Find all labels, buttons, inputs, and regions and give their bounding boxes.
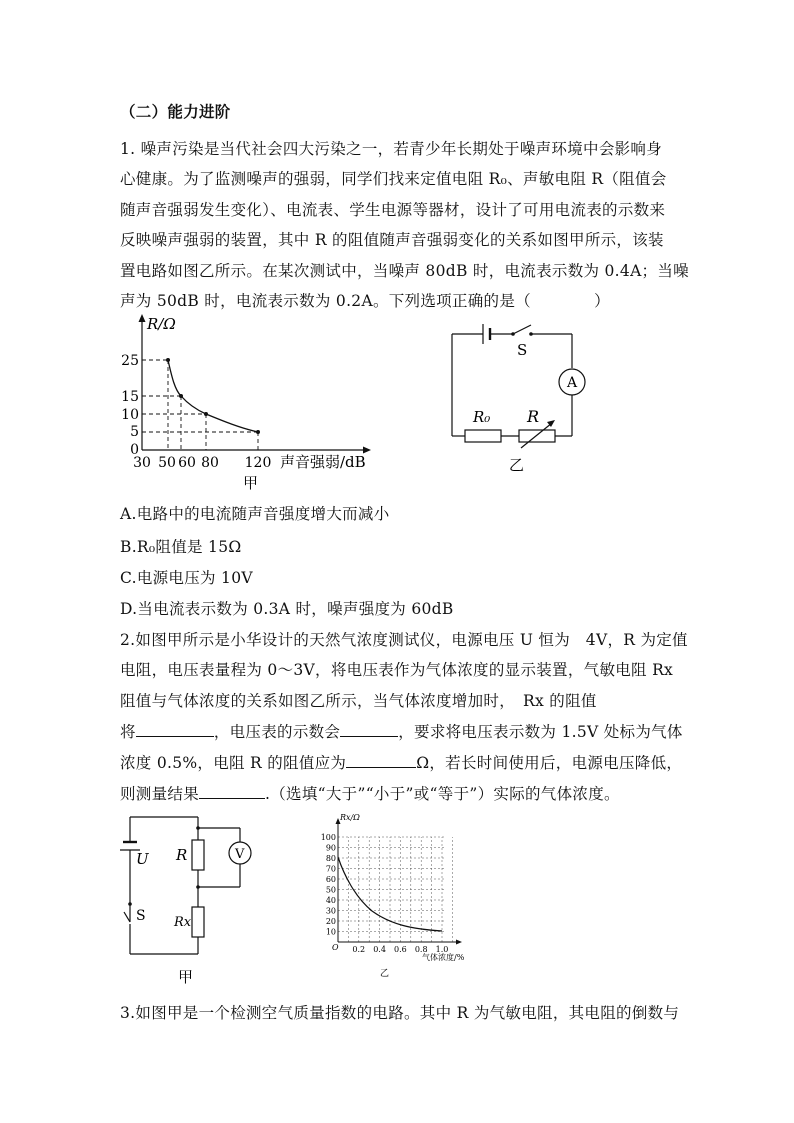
q1-line-1: 1. 噪声污染是当代社会四大污染之一，若青少年长期处于噪声环境中会影响身 [120, 140, 663, 158]
fig2-xtick: 1.0 [435, 945, 449, 954]
q1-line-4: 反映噪声强弱的装置，其中 R 的阻值随声音强弱变化的关系如图甲所示，该装 [120, 231, 664, 249]
answer-blank-3[interactable] [346, 753, 416, 768]
q2-line-4 [120, 720, 683, 742]
answer-blank-4[interactable] [199, 784, 265, 799]
figure-1-jia-graph [121, 312, 395, 492]
fig1-r0-label: R₀ [473, 408, 491, 426]
q1-option-c: C.电源电压为 10V [120, 569, 253, 587]
fig1-xtick: 50 [158, 455, 176, 471]
fig2-rx-label: Rx [174, 915, 192, 930]
fig1-xtick: 120 [244, 455, 272, 471]
fig1-ytick: 15 [121, 389, 139, 405]
fig1-xtick: 60 [178, 455, 196, 471]
fig2-ytick: 80 [325, 854, 336, 863]
fig2-jia-caption: 甲 [178, 968, 194, 986]
figure-2-yi-graph [310, 810, 470, 980]
fig2-yi-caption: 乙 [380, 969, 390, 979]
q2-line-5-a: 浓度 0.5%，电阻 R 的阻值应为 [120, 754, 347, 772]
q2-line-6-b: .（选填“大于”“小于”或“等于”）实际的气体浓度。 [265, 785, 620, 803]
fig2-ytick: 70 [325, 864, 336, 874]
fig1-r-label: R [527, 407, 540, 426]
fig2-ylabel: Rx/Ω [340, 813, 360, 822]
answer-blank-2[interactable] [340, 722, 398, 737]
fig2-ytick: 50 [325, 885, 336, 895]
fig2-xtick: 0.8 [414, 945, 428, 954]
fig2-ytick: 20 [325, 917, 336, 926]
q1-option-a: A.电路中的电流随声音强度增大而减小 [120, 505, 390, 523]
fig1-xtick: 80 [201, 455, 219, 471]
fig1-switch-label: S [517, 341, 528, 359]
fig2-s-label: S [136, 908, 146, 924]
q1-option-b: B.R₀阻值是 15Ω [120, 538, 242, 556]
fig2-ytick: 30 [325, 906, 336, 916]
fig2-xtick: 0.4 [373, 945, 386, 954]
q2-line-5 [120, 751, 682, 773]
q2-line-4-a: 将 [120, 723, 136, 741]
fig2-r-label: R [176, 846, 188, 864]
q1-line-3: 随声音强弱发生变化）、电流表、学生电源等器材，设计了可用电流表的示数来 [120, 201, 666, 219]
q2-line-6 [120, 782, 620, 804]
fig2-ytick: 10 [325, 927, 336, 937]
q3-line-1: 3.如图甲是一个检测空气质量指数的电路。其中 R 为气敏电阻，其电阻的倒数与 [120, 1004, 680, 1022]
q2-line-5-b: Ω，若长时间使用后，电源电压降低， [416, 754, 683, 772]
answer-blank-1[interactable] [136, 722, 214, 737]
fig1-ytick: 5 [130, 424, 139, 440]
q2-line-4-c: ，要求将电压表示数为 1.5V 处标为气体 [398, 723, 683, 741]
fig2-origin: O [332, 943, 339, 952]
fig2-ytick: 90 [325, 843, 336, 853]
fig2-xlabel: 气体浓度/% [422, 953, 465, 962]
q1-option-d: D.当电流表示数为 0.3A 时，噪声强度为 60dB [120, 600, 454, 618]
section-heading: （二）能力进阶 [120, 102, 231, 121]
fig1-ammeter-label: A [567, 375, 578, 391]
fig1-yi-caption: 乙 [509, 456, 525, 474]
fig2-xtick: 0.6 [394, 945, 407, 954]
q1-line-5: 置电路如图乙所示。在某次测试中，当噪声 80dB 时，电流表示数为 0.4A；当噪 [120, 262, 689, 280]
q2-line-2: 电阻，电压表量程为 0～3V，将电压表作为气体浓度的显示装置，气敏电阻 Rx [120, 661, 674, 679]
fig1-ytick: 10 [121, 407, 139, 423]
fig2-u-label: U [136, 850, 149, 868]
q2-line-1: 2.如图甲所示是小华设计的天然气浓度测试仪，电源电压 U 恒为 4V，R 为定值 [120, 631, 688, 649]
fig1-ytick: 0 [130, 442, 139, 458]
q2-line-3: 阻值与气体浓度的关系如图乙所示，当气体浓度增加时， Rx 的阻值 [120, 692, 597, 710]
fig2-xtick: 0.2 [352, 945, 366, 954]
fig1-ytick: 25 [121, 353, 139, 369]
q2-line-6-a: 则测量结果 [120, 785, 200, 803]
figure-2-jia-circuit [120, 812, 270, 987]
fig1-caption: 甲 [243, 474, 259, 492]
fig2-ytick: 100 [320, 833, 336, 842]
figure-1-yi-circuit [445, 318, 595, 473]
fig2-ytick: 40 [325, 896, 336, 905]
q1-line-2: 心健康。为了监测噪声的强弱，同学们找来定值电阻 R₀、声敏电阻 R（阻值会 [120, 170, 667, 188]
fig1-xtick: 30 [133, 455, 151, 471]
fig1-xlabel: 声音强弱/dB [280, 453, 366, 471]
q2-line-4-b: ，电压表的示数会 [213, 723, 341, 741]
q1-line-6: 声为 50dB 时，电流表示数为 0.2A。下列选项正确的是（ ） [120, 292, 610, 310]
fig2-v-label: V [235, 847, 245, 862]
fig2-ytick: 60 [325, 875, 336, 884]
fig1-ylabel: R/Ω [147, 315, 176, 333]
